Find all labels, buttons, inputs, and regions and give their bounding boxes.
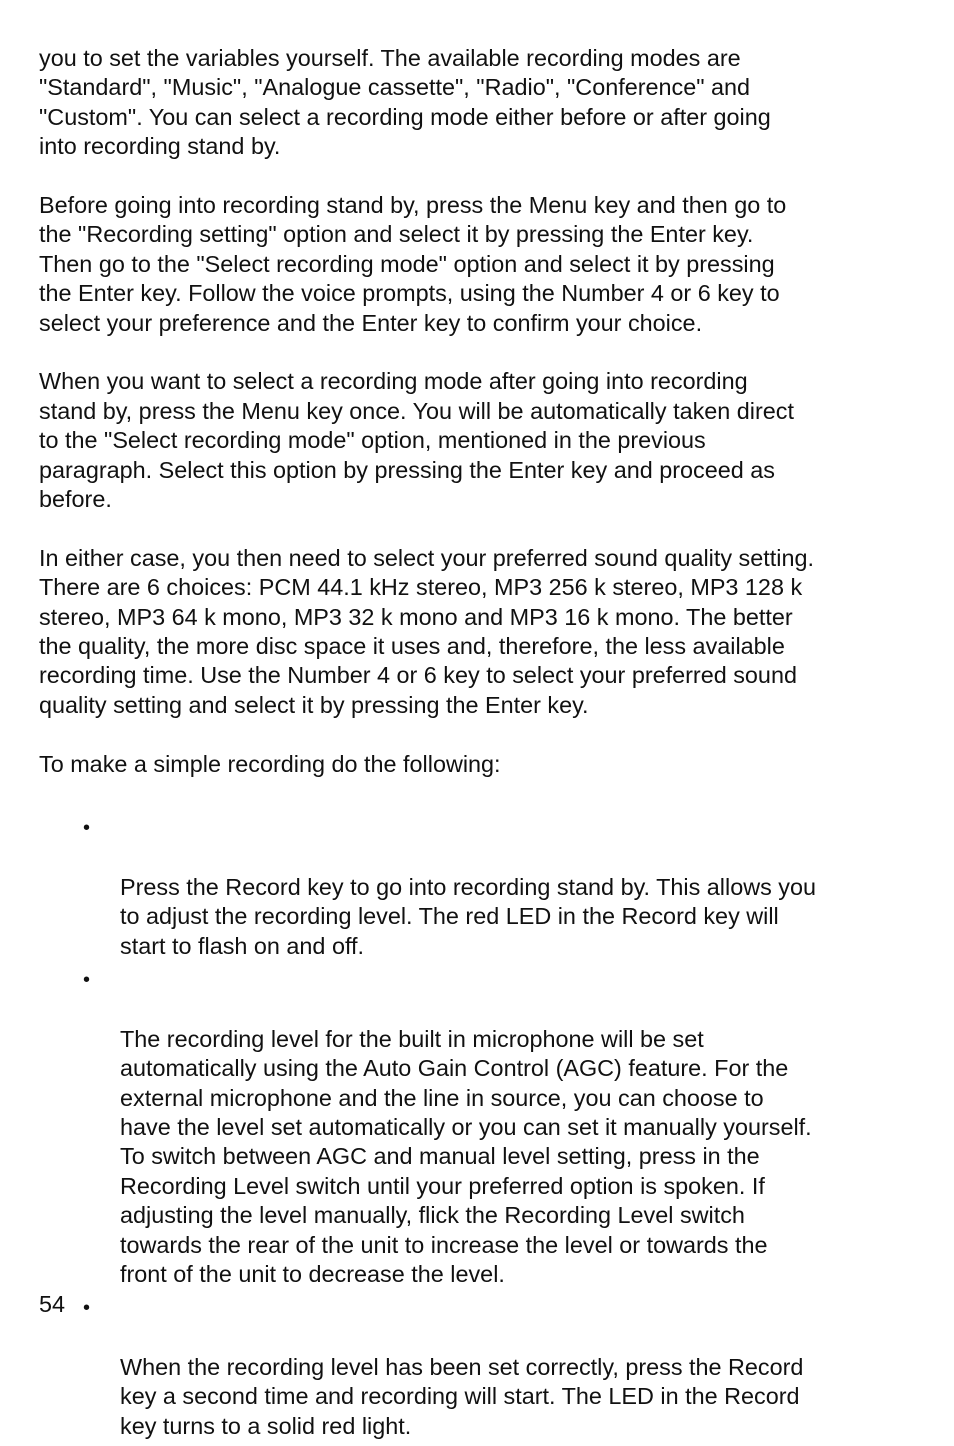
paragraph-before-standby: Before going into recording stand by, press the Menu key and then go to the "Recording setting" option and select it by pressing the Enter key. Then go to the "Select recording mode" option and select it by pressing the Enter key. Follow the voice prompts, using the Number 4 or 6 key to select your preference and the Enter key to confirm your choice.	[39, 192, 787, 336]
list-item-text: Press the Record key to go into recording stand by. This allows you to adjust the recording level. The red LED in the Record key will start to flash on and off.	[120, 873, 817, 959]
list-item-text: When the recording level has been set correctly, press the Record key a second time and recording will start. The LED in the Record key turns to a solid red light.	[120, 1354, 804, 1439]
paragraph-recording-modes: you to set the variables yourself. The available recording modes are "Standard", "Music", "Analogue cassette", "Radio", "Conference" and "Custom". You can select a recording mode either before or after going into recording stand by.	[39, 45, 771, 160]
bullet-icon: •	[83, 817, 91, 840]
paragraph-sound-quality: In either case, you then need to select your preferred sound quality setting. There are 6 choices: PCM 44.1 kHz stereo, MP3 256 k stereo, MP3 128 k stereo, MP3 64 k mono, MP3 32 k mono and MP3 16 k mono. The better the quality, the more disc space it uses and, therefore, the less available recording time. Use the Number 4 or 6 key to select your preferred sound quality setting and select it by pressing the Enter key.	[39, 544, 814, 718]
list-item-text: The recording level for the built in microphone will be set automatically using the Auto Gain Control (AGC) feature. For the external microphone and the line in source, you can choose to have the level set automatically or you can set it manually yourself. To switch between AGC and manual level setting, press in the Recording Level switch until your preferred option is spoken. If adjusting the level manually, flick the Recording Level switch towards the rear of the unit to increase the level or towards the front of the unit to decrease the level.	[120, 1025, 812, 1287]
list-item	[39, 1294, 899, 1441]
page-number: 54	[39, 1291, 66, 1317]
paragraph-simple-recording-intro: To make a simple recording do the following:	[39, 750, 501, 777]
instruction-list	[39, 814, 899, 1441]
manual-page	[39, 44, 899, 1446]
bullet-icon: •	[83, 1297, 91, 1320]
list-item	[39, 814, 899, 961]
bullet-icon: •	[83, 968, 91, 991]
paragraph-after-standby: When you want to select a recording mode after going into recording stand by, press the Menu key once. You will be automatically taken direct to the "Select recording mode" option, mentioned in the previous paragraph. Select this option by pressing the Enter key and proceed as before.	[39, 368, 794, 513]
list-item	[39, 966, 899, 1289]
